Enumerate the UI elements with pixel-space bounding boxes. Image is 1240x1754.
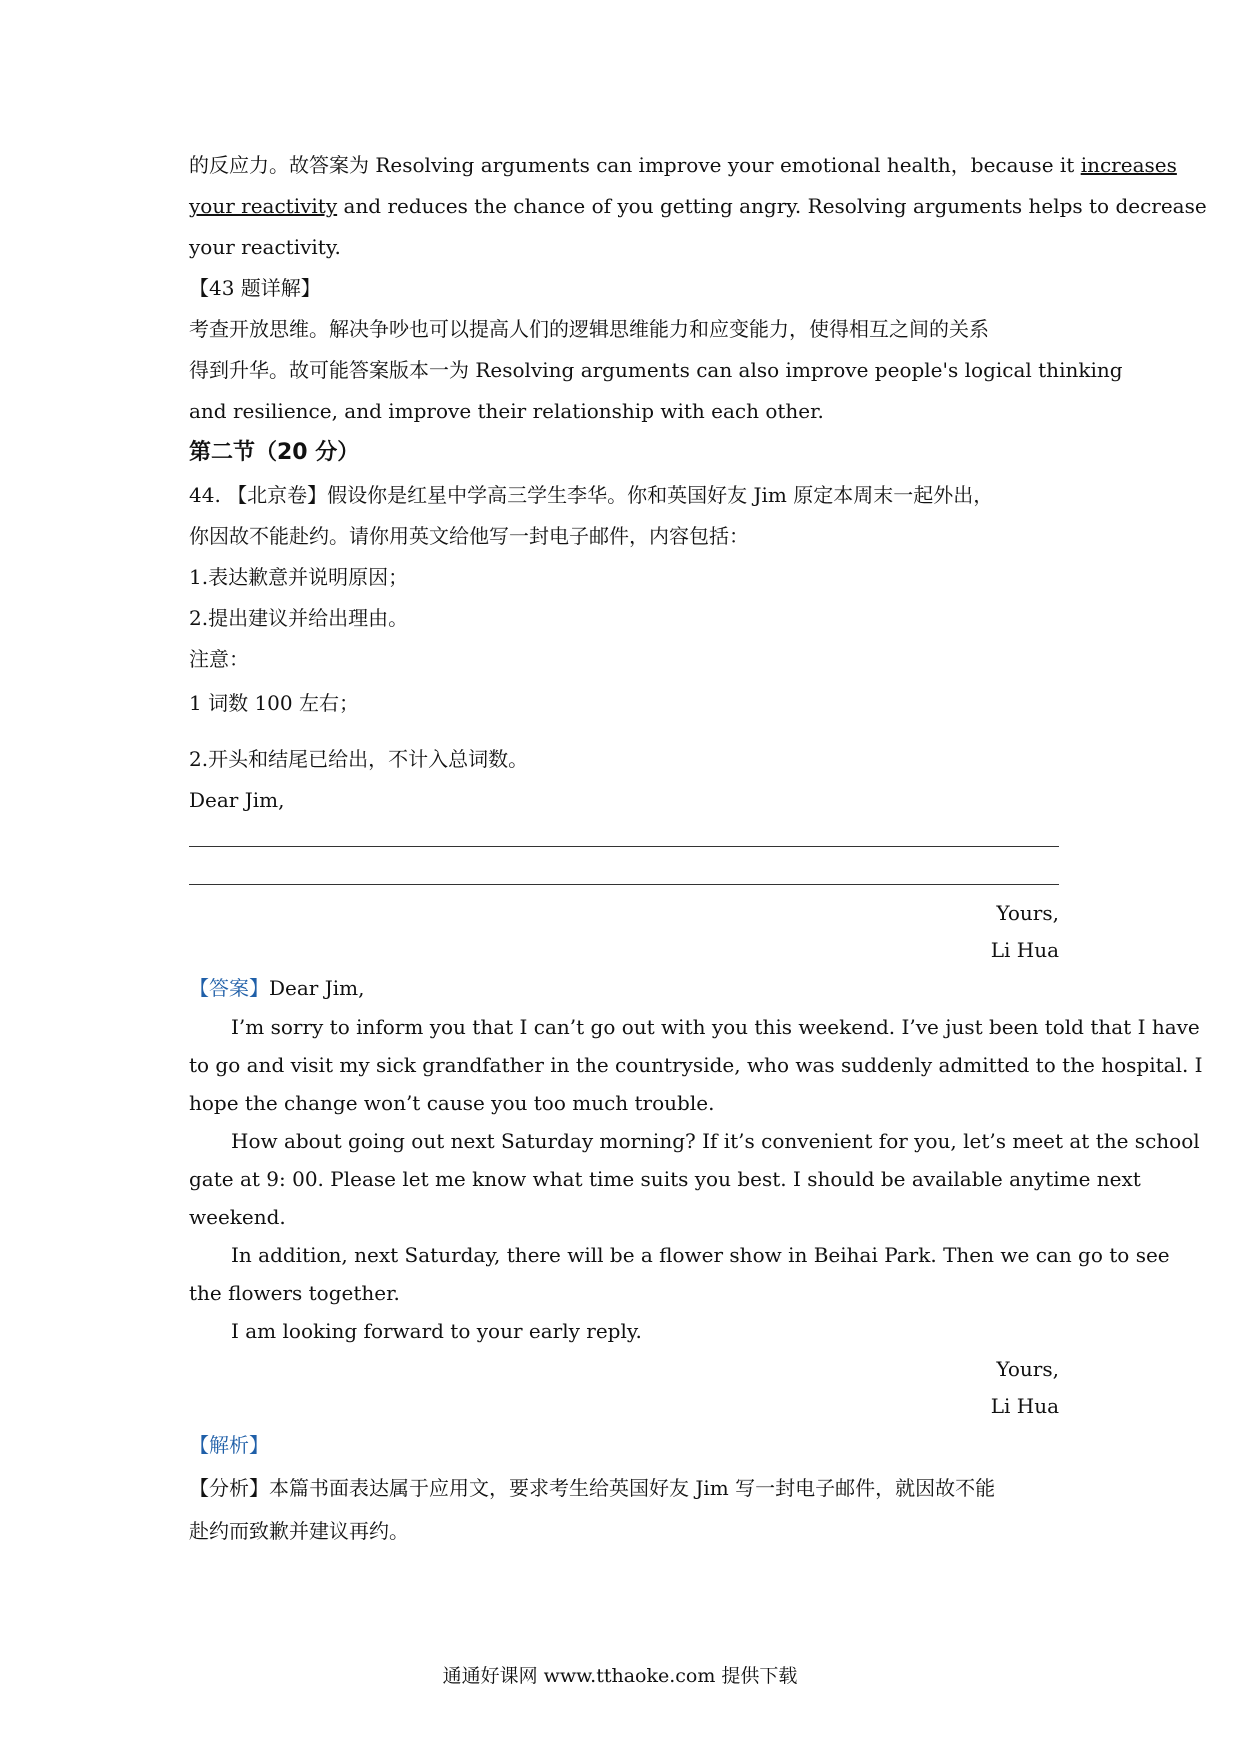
answer-closing: Yours, [996,1357,1059,1381]
page-footer: 通通好课网 www.tthaoke.com 提供下载 [442,1665,798,1687]
q44-prompt-line: 44. 【北京卷】假设你是红星中学高三学生李华。你和英国好友 Jim 原定本周末一起外出， [189,483,994,507]
prev-answer-line-2: your reactivity and reduces the chance of you getting angry. Resolving arguments helps to decrease [189,194,1207,218]
q44-note-item: 2.开头和结尾已给出，不计入总词数。 [189,747,529,771]
q43-paragraph-line: 得到升华。故可能答案版本一为 Resolving arguments can also improve people's logical thinking [189,358,1123,382]
answer-text-line: How about going out next Saturday morning? If it’s convenient for you, let’s meet at the school [231,1129,1200,1153]
prev-answer-line-3: your reactivity. [189,235,341,259]
answer-text-line: I’m sorry to inform you that I can’t go out with you this weekend. I’ve just been told that I have [231,1015,1200,1039]
q43-paragraph-line: and resilience, and improve their relationship with each other. [189,399,824,423]
answer-text-line: gate at 9: 00. Please let me know what time suits you best. I should be available anytime next [189,1167,1141,1191]
answer-signature: Li Hua [990,1394,1059,1418]
answer-text-line: weekend. [189,1205,286,1229]
q44-greeting: Dear Jim, [189,788,285,812]
q43-paragraph-line: 考查开放思维。解决争吵也可以提高人们的逻辑思维能力和应变能力，使得相互之间的关系 [189,317,989,341]
answer-heading: 【答案】Dear Jim, [189,976,365,1000]
q44-prompt-line: 你因故不能赴约。请你用英文给他写一封电子邮件，内容包括： [189,524,749,548]
answer-text-line: hope the change won’t cause you too much trouble. [189,1091,715,1115]
q44-note-label: 注意： [189,647,249,671]
analysis-label: 【解析】 [189,1433,269,1457]
answer-text-line: the flowers together. [189,1281,400,1305]
prev-answer-line-1: 的反应力。故答案为 Resolving arguments can improve your emotional health，because it increases [189,153,1177,177]
underlined-phrase: increases [1080,153,1177,177]
q44-closing: Yours, [996,901,1059,925]
q43-heading: 【43 题详解】 [189,276,321,300]
analysis-text-line: 【分析】本篇书面表达属于应用文，要求考生给英国好友 Jim 写一封电子邮件，就因故不能 [189,1476,996,1500]
underlined-phrase: your reactivity [189,194,338,218]
answer-text-line: to go and visit my sick grandfather in the countryside, who was suddenly admitted to the hospital. I [189,1053,1203,1077]
q44-requirement: 1.表达歉意并说明原因； [189,565,409,589]
answer-text-line: In addition, next Saturday, there will be a flower show in Beihai Park. Then we can go to see [231,1243,1170,1267]
answer-text-line: I am looking forward to your early reply. [231,1319,642,1343]
analysis-text-line: 赴约而致歉并建议再约。 [189,1519,409,1543]
q44-requirement: 2.提出建议并给出理由。 [189,606,409,630]
answer-label: 【答案】 [189,976,269,1000]
q44-note-item: 1 词数 100 左右； [189,691,359,715]
section-title: 第二节（20 分） [189,440,360,465]
answer-blank-line [189,884,1059,885]
answer-blank-line [189,846,1059,847]
q44-signature: Li Hua [990,938,1059,962]
